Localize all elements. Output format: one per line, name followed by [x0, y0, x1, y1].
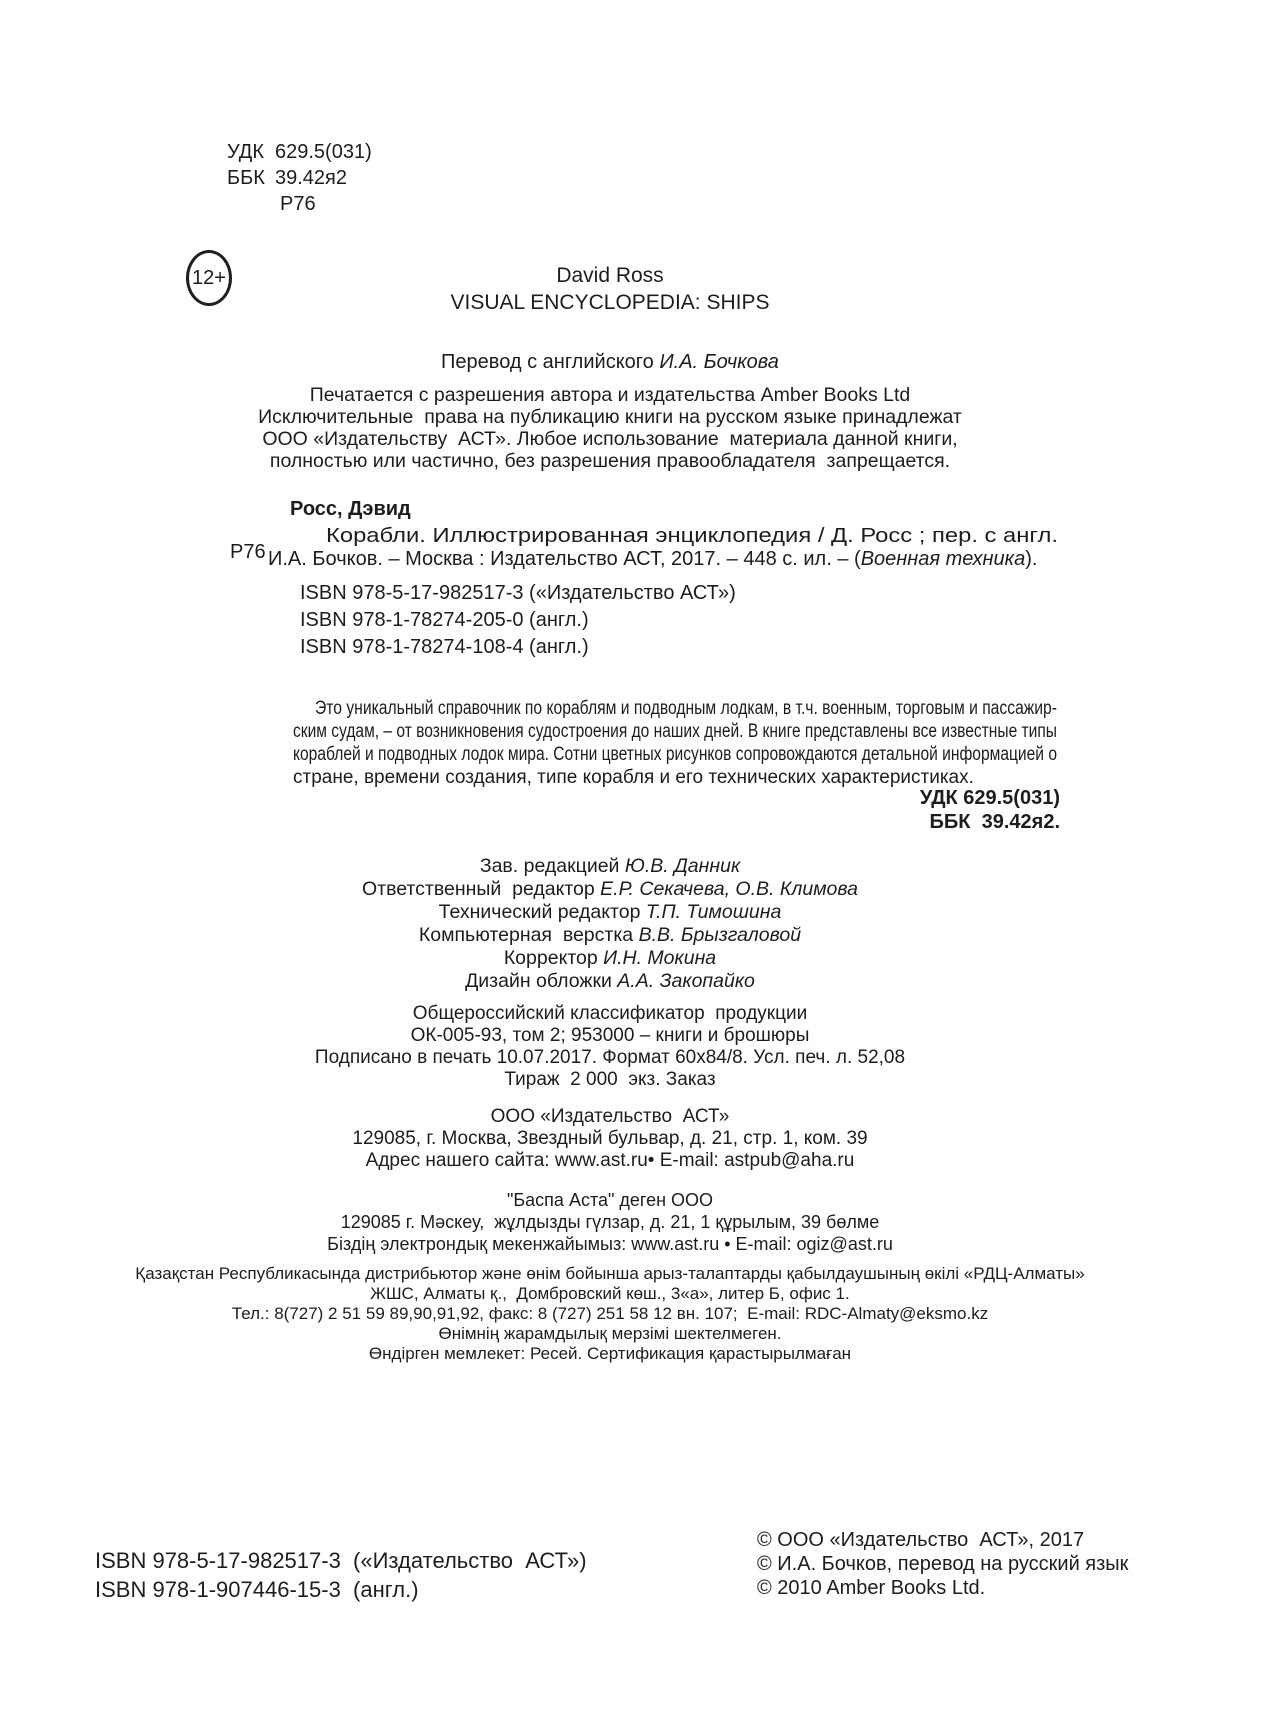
- publisher-ru-block: [95, 1106, 1125, 1172]
- publisher-ru-line: Адрес нашего сайта: www.ast.ru• E-mail: astpub@aha.ru: [365, 1150, 855, 1171]
- imprint-prefix: И.А. Бочков. – Москва : Издательство АСТ, 2017. – 448 с. ил. – (: [268, 548, 861, 570]
- author-en: David Ross: [556, 264, 664, 287]
- title-block: [95, 262, 1125, 316]
- catalog-author: Росс, Дэвид: [290, 498, 411, 520]
- bbk-right: ББК 39.42я2.: [929, 811, 1060, 833]
- translation-line: [95, 351, 1125, 374]
- copyright-line: © И.А. Бочков, перевод на русский язык: [757, 1553, 1129, 1575]
- distributor-kz-block: [95, 1264, 1125, 1364]
- credit-line: Дизайн обложки А.А. Закопайко: [465, 970, 755, 992]
- author-code: Р76: [280, 193, 316, 215]
- catalog-title-line: Корабли. Иллюстрированная энциклопедия / Д. Росс ; пер. с англ.: [326, 525, 1059, 547]
- publisher-ru-line: ООО «Издательство АСТ»: [490, 1106, 730, 1127]
- copyright-line: © 2010 Amber Books Ltd.: [757, 1577, 986, 1599]
- translation-prefix: Перевод с английского: [441, 351, 660, 373]
- catalog-imprint-line: [268, 548, 1058, 571]
- publisher-kz-line: "Баспа Аста" деген ООО: [506, 1190, 714, 1210]
- classification-card: [227, 139, 372, 217]
- series-name: Военная техника: [860, 548, 1026, 570]
- credit-line: Компьютерная верстка В.В. Брызгаловой: [418, 924, 802, 946]
- distributor-kz-line: Өнімнің жарамдылық мерзімі шектелмеген.: [438, 1324, 782, 1343]
- isbn-line: ISBN 978-1-78274-108-4 (англ.): [300, 636, 589, 658]
- annotation-line: стране, времени создания, типе корабля и его технических характеристиках.: [293, 767, 974, 788]
- credit-line: Ответственный редактор Е.Р. Секачева, О.В. Климова: [362, 878, 858, 900]
- print-info-line: ОК-005-93, том 2; 953000 – книги и брошюры: [410, 1025, 810, 1046]
- publisher-kz-line: Біздің электрондық мекенжайымыз: www.ast.ru • E-mail: ogiz@ast.ru: [327, 1234, 893, 1254]
- publisher-kz-block: [95, 1189, 1125, 1255]
- credit-line: Корректор И.Н. Мокина: [503, 947, 717, 969]
- bbk-line: [227, 165, 372, 191]
- distributor-kz-line: Тел.: 8(727) 2 51 59 89,90,91,92, факс: 8 (727) 251 58 12 вн. 107; E-mail: RDC-Almaty@eksmo.kz: [231, 1304, 989, 1323]
- credit-line: Зав. редакцией Ю.В. Данник: [479, 855, 741, 877]
- distributor-kz-line: ЖШС, Алматы қ., Домбровский көш., 3«а», литер Б, офис 1.: [370, 1284, 850, 1303]
- annotation-line: кораблей и подводных лодок мира. Сотни цветных рисунков сопровождаются детальной информацией о: [293, 744, 1058, 765]
- classification-right: [920, 786, 1060, 834]
- udk-label: УДК: [227, 141, 265, 163]
- copyright-line: © ООО «Издательство АСТ», 2017: [757, 1529, 1085, 1551]
- translator-name: И.А. Бочкова: [659, 351, 779, 373]
- title-en: VISUAL ENCYCLOPEDIA: SHIPS: [450, 291, 770, 314]
- isbn-block: [300, 580, 736, 661]
- udk-line: [227, 139, 372, 165]
- catalog-entry: [268, 525, 1058, 571]
- bottom-isbn-line: ISBN 978-1-907446-15-3 (англ.): [95, 1577, 419, 1602]
- print-info-line: Подписано в печать 10.07.2017. Формат 60х84/8. Усл. печ. л. 52,08: [314, 1047, 906, 1068]
- udk-right: УДК 629.5(031): [919, 787, 1060, 809]
- bottom-isbn-line: ISBN 978-5-17-982517-3 («Издательство АСТ»): [95, 1548, 587, 1573]
- permission-line: Печатается с разрешения автора и издательства Amber Books Ltd: [309, 384, 911, 406]
- annotation-line: ским судам, – от возникновения судостроения до наших дней. В книге представлены все известные типы: [293, 721, 1057, 742]
- isbn-line: ISBN 978-5-17-982517-3 («Издательство АСТ»): [300, 582, 736, 604]
- permission-line: полностью или частично, без разрешения правообладателя запрещается.: [269, 450, 951, 472]
- bbk-value: 39.42я2: [275, 167, 348, 189]
- publisher-kz-line: 129085 г. Мәскеу, жұлдызды гүлзар, д. 21, 1 құрылым, 39 бөлме: [340, 1212, 880, 1232]
- distributor-kz-line: Өндірген мемлекет: Ресей. Сертификация қарастырылмаған: [368, 1344, 852, 1363]
- catalog-code: Р76: [230, 541, 266, 563]
- publisher-ru-line: 129085, г. Москва, Звездный бульвар, д. 21, стр. 1, ком. 39: [352, 1128, 868, 1149]
- age-rating-text: 12+: [192, 266, 226, 289]
- print-info-line: Общероссийский классификатор продукции: [412, 1003, 808, 1024]
- credit-line: Технический редактор Т.П. Тимошина: [438, 901, 782, 923]
- print-info-block: [95, 1003, 1125, 1091]
- copyright-block: [757, 1528, 1128, 1600]
- author-code-line: [227, 191, 372, 217]
- annotation-line: Это уникальный справочник по кораблям и подводным лодкам, в т.ч. военным, торговым и пассажир-: [315, 698, 1057, 719]
- permission-line: ООО «Издательству АСТ». Любое использование материала данной книги,: [262, 428, 958, 450]
- bottom-isbn-block: [95, 1546, 587, 1604]
- annotation: [293, 697, 1057, 789]
- credits-block: [95, 855, 1125, 993]
- permission-line: Исключительные права на публикацию книги на русском языке принадлежат: [258, 406, 962, 428]
- udk-value: 629.5(031): [275, 141, 372, 163]
- imprint-suffix: ).: [1025, 548, 1038, 570]
- print-info-line: Тираж 2 000 экз. Заказ: [504, 1069, 716, 1090]
- isbn-line: ISBN 978-1-78274-205-0 (англ.): [300, 609, 589, 631]
- bbk-label: ББК: [227, 167, 265, 189]
- permission-block: [95, 384, 1125, 472]
- distributor-kz-line: Қазақстан Республикасында дистрибьютор және өнім бойынша арыз-талаптарды қабылдаушының өкілі «РДЦ-Алматы»: [135, 1264, 1085, 1283]
